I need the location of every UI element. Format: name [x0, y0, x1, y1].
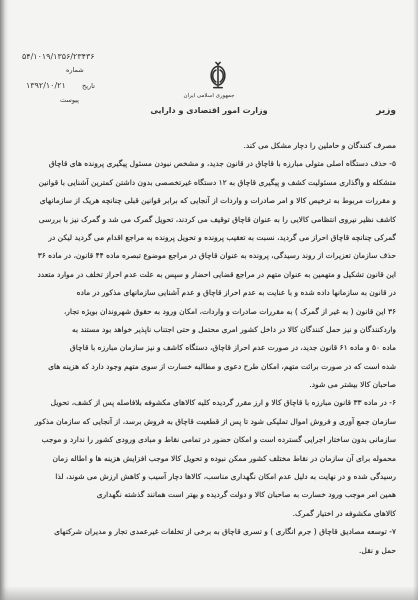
body-line: شده است که در صورت برائت متهم، امکان طرح دعوی و مطالبه خسارت از سوی متهم وجود دارد که هزینه های — [48, 361, 396, 371]
scan-shadow-left — [0, 0, 9, 600]
body-line: همین امر موجب ورود خسارت به صاحبان کالا و دولت گردیده و بهتر است همانند گذشته نگهداری — [96, 490, 396, 500]
body-line: ۳۶ این قانون ( به غیر از گمرک ) به مقررات صادرات و واردات، امکان ورود به حقوق شهروندان بویژه تجار، — [63, 306, 396, 316]
ministry-name: وزارت امور اقتصادی و دارایی — [150, 106, 268, 115]
body-line: سازمانی بدون ساختار اجرایی گسترده است و امکان حضور در تمامی نقاط و مبادی ورودی کشور را ندارد و موجب — [41, 435, 396, 445]
letter-body — [22, 137, 396, 560]
body-line: در قانون به سازمانها داده شده و با عنایت به عدم احراز قاچاق و عدم آشنایی سازمانهای مذکور در ماده — [76, 288, 396, 298]
number-label: شماره — [66, 66, 84, 74]
date-label: تاریخ — [82, 82, 95, 90]
body-line: حذف سازمان تعزیرات از روند رسیدگی، پرونده به عنوان قاچاق در مراجع موضوع تبصره ماده ۴۴ قانون، در ماده ۳۶ — [37, 251, 396, 261]
body-line: و مقررات مربوط به ترخیص کالا و امر صادرات و واردات از آنجایی که برابر قوانین قبلی چنانچه هریک از سازمانهای — [39, 196, 396, 206]
office-title: وزیر — [376, 106, 396, 116]
body-line: سازمان جمع آوری و فروش اموال تملیکی شود تا پس از قطعیت قاچاق به فروش برسد، از آنجایی که سازمان مذکور — [34, 416, 396, 426]
body-line: واردکنندگان و نیز حمل کنندگان کالا در داخل کشور امری محتمل و حتی اجتناب ناپذیر خواهد بود مستند به — [71, 324, 396, 334]
body-line: محموله برای آن سازمان در نقاط مختلف کشور ممکن نبوده و تحویل کالا موجب افزایش هزینه ها و اطاله زمان — [52, 453, 396, 463]
body-line: صاحبان کالا بیشتر می شود. — [309, 380, 396, 390]
body-line: کالاهای مکشوفه در اختیار گمرک. — [292, 508, 396, 518]
letter-number: ۵۴/۱۰۱۹/۱۳۵۶/۲۳۴۳۶ — [22, 52, 95, 61]
body-line: ۵- حذف دستگاه اصلی متولی مبارزه با قاچاق در قانون جدید، و مشخص نبودن مسئول پیگیری پرونده های قاچاق — [48, 159, 396, 169]
body-line: کاشف نظیر نیروی انتظامی کالایی را به عنوان قاچاق توقیف می کردند، تحویل گمرک می شد و گمرک نیز با بررسی — [38, 214, 396, 224]
body-line: حمل و نقل. — [359, 545, 396, 555]
scan-shadow-right — [413, 0, 418, 600]
body-line: ۷- توسعه مصادیق قاچاق ( جرم انگاری ) و تسری قاچاق به برخی از تخلفات غیرعمدی تجار و مدیران شرکتهای — [54, 527, 396, 537]
attachment-label: پیوست — [60, 96, 79, 104]
body-line: گمرکی چنانچه قاچاق احراز می گردید، نسبت به تعقیب پرونده و تحویل پرونده به مراجع اقدام می گردید لیکن در — [48, 232, 396, 242]
body-line: مصرف کنندگان و حاملین را دچار مشکل می کند. — [243, 141, 396, 150]
body-line: ماده ۵۰ و ماده ۶۱ قانون جدید، در صورت عدم احراز قاچاق، دستگاه کاشف و نیز سازمان مبارزه با قاچاق — [69, 343, 396, 353]
body-line: رسیدگی شده و در نهایت به دلیل عدم امکان نگهداری مناسب، کالاها دچار آسیب و کاهش ارزش می شوند، لذا — [55, 472, 396, 482]
date-value: ۱۳۹۲/۱۰/۲۱ — [26, 81, 66, 90]
body-line: متشکله و واگذاری مسئولیت کشف و پیگیری قاچاق به ۱۲ دستگاه غیرتخصصی بدون داشتن کمترین آشنایی با قوانین — [38, 177, 396, 187]
scan-shadow-bottom — [0, 586, 418, 600]
body-line: ۶- در ماده ۳۳ قانون مبارزه با قاچاق کالا و ارز مقرر گردیده کلیه کالاهای مکشوفه بلافاصله پس از کشف، تحویل — [50, 398, 396, 408]
country-name: جمهوری اسلامی ایران — [183, 93, 235, 99]
iran-emblem-icon — [204, 60, 232, 90]
body-line: این قانون تشکیل و متهمین به عنوان متهم در مراجع قضایی احضار و سپس به علت عدم احراز تخلف در موارد متعدد — [37, 269, 396, 279]
